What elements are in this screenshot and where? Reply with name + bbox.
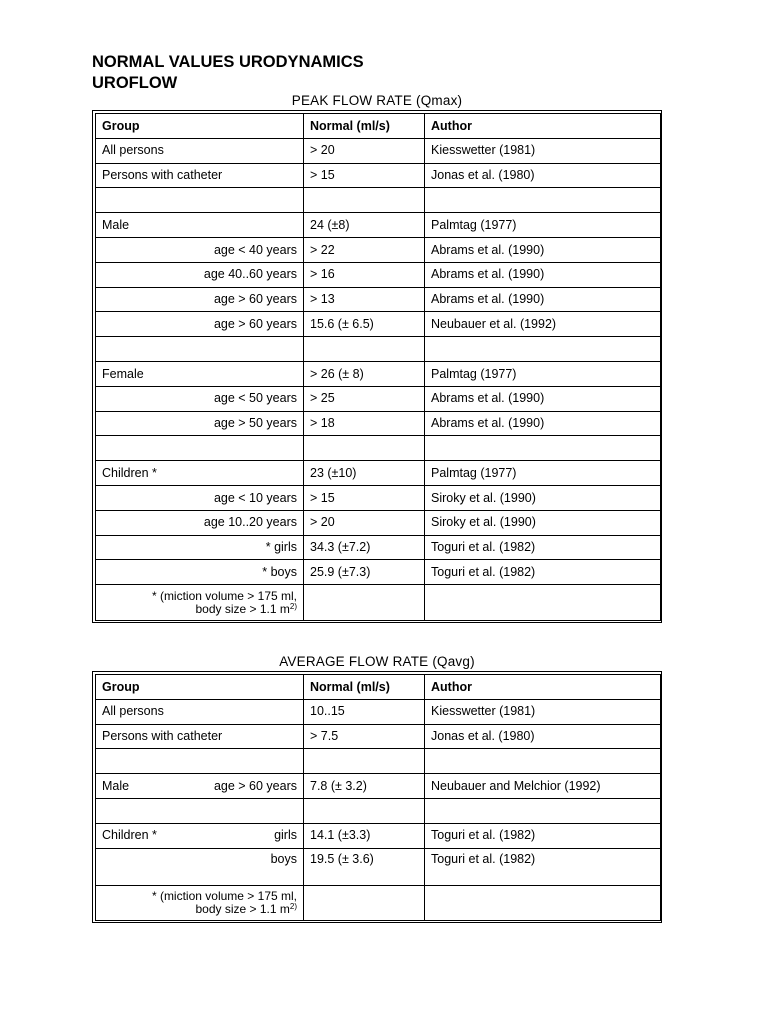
normal-cell: 14.1 (±3.3) — [303, 823, 425, 849]
normal-cell: 15.6 (± 6.5) — [303, 311, 425, 337]
table-cell — [424, 885, 661, 921]
table-row — [95, 386, 659, 411]
group-cell: Children * — [95, 460, 304, 486]
footnote-line-1: * (miction volume > 175 ml, — [151, 888, 297, 903]
table-row — [95, 485, 659, 510]
footnote-cell — [95, 885, 304, 921]
table-row — [95, 773, 659, 798]
table-row — [95, 138, 659, 163]
table-row — [95, 823, 659, 848]
author-cell — [424, 336, 661, 362]
header-normal: Normal (ml/s) — [303, 113, 425, 139]
table-row — [95, 163, 659, 188]
table-cell — [303, 748, 425, 774]
table-row — [95, 311, 659, 336]
group-cell: age 10..20 years — [95, 510, 304, 536]
table-row — [95, 287, 659, 312]
normal-cell: > 13 — [303, 287, 425, 313]
group-cell: age > 50 years — [95, 411, 304, 437]
author-cell: Palmtag (1977) — [424, 212, 661, 238]
header-author: Author — [424, 113, 661, 139]
header-group: Group — [95, 113, 304, 139]
table-header-row — [95, 674, 659, 699]
header-normal: Normal (ml/s) — [303, 674, 425, 700]
group-cell: age > 60 years — [95, 311, 304, 337]
normal-cell: > 26 (± 8) — [303, 361, 425, 387]
table-row — [95, 724, 659, 749]
author-cell: Toguri et al. (1982) — [424, 848, 661, 886]
normal-cell: > 7.5 — [303, 724, 425, 750]
table-cell — [424, 584, 661, 621]
table-row-footnote — [95, 885, 659, 920]
document-title — [92, 52, 364, 94]
author-cell — [424, 435, 661, 461]
author-cell: Abrams et al. (1990) — [424, 237, 661, 263]
normal-cell: 7.8 (± 3.2) — [303, 773, 425, 799]
group-cell: * boys — [95, 559, 304, 585]
normal-cell: 10..15 — [303, 699, 425, 725]
group-sublabel: age > 60 years — [213, 778, 297, 793]
table-header-row — [95, 113, 659, 138]
peak-flow-rows — [95, 138, 659, 584]
table-row — [95, 262, 659, 287]
group-cell — [95, 773, 304, 799]
normal-cell — [303, 187, 425, 213]
table-row-empty — [95, 798, 659, 823]
normal-cell: > 25 — [303, 386, 425, 412]
table-row — [95, 361, 659, 386]
group-cell — [95, 336, 304, 362]
normal-cell: 34.3 (±7.2) — [303, 535, 425, 561]
footnote-cell — [95, 584, 304, 621]
author-cell: Abrams et al. (1990) — [424, 262, 661, 288]
group-cell: boys — [95, 848, 304, 886]
table-row-footnote — [95, 584, 659, 620]
group-cell: Persons with catheter — [95, 724, 304, 750]
table-row-empty — [95, 435, 659, 460]
author-cell: Abrams et al. (1990) — [424, 411, 661, 437]
normal-cell: 23 (±10) — [303, 460, 425, 486]
footnote-line-2: body size > 1.1 $m^{2)}$ — [195, 901, 297, 916]
author-cell: Kiesswetter (1981) — [424, 699, 661, 725]
table-row — [95, 411, 659, 436]
table-row — [95, 510, 659, 535]
normal-cell: 25.9 (±7.3) — [303, 559, 425, 585]
footnote-line-2: body size > 1.1 $m^{2)}$ — [195, 601, 297, 616]
table-cell — [303, 885, 425, 921]
group-cell: Male — [95, 212, 304, 238]
normal-cell — [303, 435, 425, 461]
title-line-2: UROFLOW — [92, 74, 178, 92]
group-cell: * girls — [95, 535, 304, 561]
group-label: Male — [102, 778, 130, 793]
table-row-empty — [95, 336, 659, 361]
table-row — [95, 460, 659, 485]
table-row — [95, 212, 659, 237]
author-cell: Jonas et al. (1980) — [424, 724, 661, 750]
footnote-line-1: * (miction volume > 175 ml, — [151, 588, 297, 603]
table-row — [95, 559, 659, 584]
author-cell: Palmtag (1977) — [424, 361, 661, 387]
group-cell: age 40..60 years — [95, 262, 304, 288]
table-cell — [303, 584, 425, 621]
group-cell: age < 40 years — [95, 237, 304, 263]
group-cell: All persons — [95, 138, 304, 164]
group-cell: Persons with catheter — [95, 163, 304, 189]
group-cell: age < 10 years — [95, 485, 304, 511]
table-cell — [424, 798, 661, 824]
table-row — [95, 699, 659, 724]
normal-cell: 19.5 (± 3.6) — [303, 848, 425, 886]
author-cell: Toguri et al. (1982) — [424, 559, 661, 585]
table-row-empty — [95, 748, 659, 773]
group-cell — [95, 187, 304, 213]
header-group: Group — [95, 674, 304, 700]
author-cell: Palmtag (1977) — [424, 460, 661, 486]
title-line-1: NORMAL VALUES URODYNAMICS — [92, 53, 364, 71]
average-flow-table — [92, 671, 662, 923]
normal-cell: > 15 — [303, 485, 425, 511]
group-cell: age < 50 years — [95, 386, 304, 412]
group-label: Children * — [102, 828, 157, 843]
table-row-empty — [95, 187, 659, 212]
peak-flow-table — [92, 110, 662, 623]
table-cell — [303, 798, 425, 824]
author-cell — [424, 187, 661, 213]
group-cell — [95, 435, 304, 461]
author-cell: Neubauer and Melchior (1992) — [424, 773, 661, 799]
normal-cell: > 18 — [303, 411, 425, 437]
author-cell: Toguri et al. (1982) — [424, 823, 661, 849]
group-cell — [95, 823, 304, 849]
author-cell: Siroky et al. (1990) — [424, 510, 661, 536]
normal-cell: > 15 — [303, 163, 425, 189]
author-cell: Abrams et al. (1990) — [424, 287, 661, 313]
normal-cell — [303, 336, 425, 362]
table-row — [95, 535, 659, 560]
table-cell — [95, 798, 304, 824]
group-cell: All persons — [95, 699, 304, 725]
author-cell: Siroky et al. (1990) — [424, 485, 661, 511]
table-row — [95, 848, 659, 885]
table-cell — [95, 748, 304, 774]
normal-cell: > 20 — [303, 510, 425, 536]
group-cell: age > 60 years — [95, 287, 304, 313]
normal-cell: > 16 — [303, 262, 425, 288]
normal-cell: 24 (±8) — [303, 212, 425, 238]
normal-cell: > 20 — [303, 138, 425, 164]
header-author: Author — [424, 674, 661, 700]
author-cell: Kiesswetter (1981) — [424, 138, 661, 164]
group-sublabel: girls — [274, 828, 297, 843]
table-row — [95, 237, 659, 262]
average-flow-caption: AVERAGE FLOW RATE (Qavg) — [279, 654, 475, 669]
group-cell: Female — [95, 361, 304, 387]
author-cell: Toguri et al. (1982) — [424, 535, 661, 561]
table-cell — [424, 748, 661, 774]
author-cell: Jonas et al. (1980) — [424, 163, 661, 189]
author-cell: Abrams et al. (1990) — [424, 386, 661, 412]
normal-cell: > 22 — [303, 237, 425, 263]
peak-flow-caption: PEAK FLOW RATE (Qmax) — [291, 93, 463, 108]
author-cell: Neubauer et al. (1992) — [424, 311, 661, 337]
